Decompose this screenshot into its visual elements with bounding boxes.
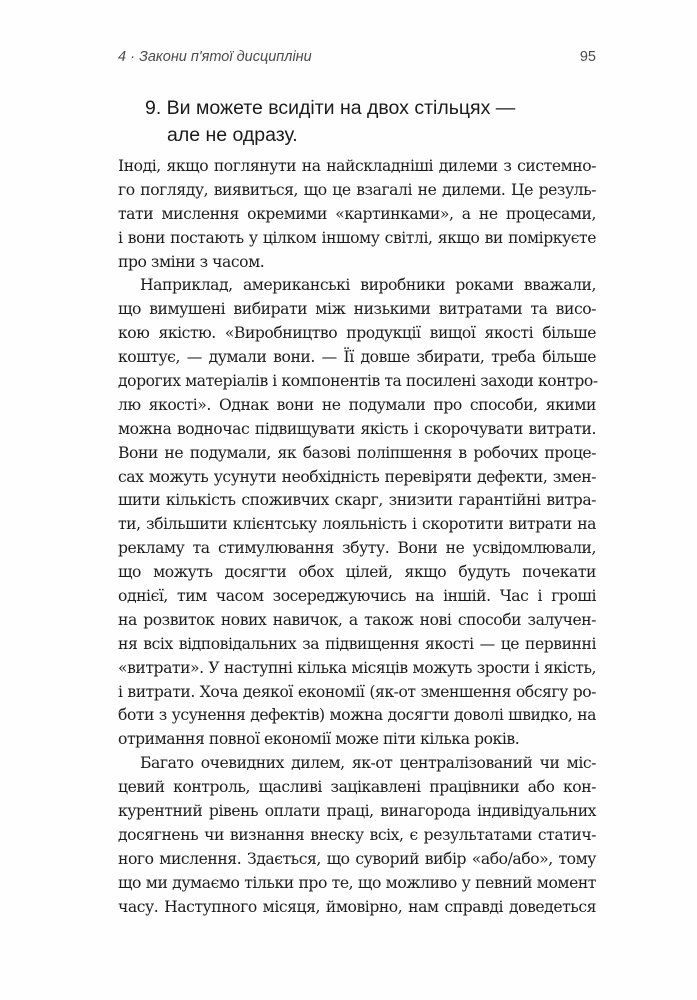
text-line: ного мислення. Здається, що суворий вибір «або/або», тому (118, 849, 596, 868)
text-line: Вони не подумали, як базові поліпшення в робочих проце- (118, 443, 596, 462)
text-line: часу. Наступного місяця, ймовірно, нам справді доведеться (118, 897, 596, 916)
chapter-title: 4 · Закони п'ятої дисципліни (118, 49, 312, 65)
text-line: коштує, — думали вони. — Її довше збирати, треба більше (118, 348, 596, 367)
text-line: і витрати. Хоча деякої економії (як-от зменшення обсягу ро- (118, 682, 596, 701)
text-line: боти з усунення дефектів) можна досягти доволі швидко, на (118, 706, 596, 725)
text-line: однієї, тим часом зосереджуючись на іншій. Час і гроші (118, 587, 596, 606)
text-line: «витрати». У наступні кілька місяців можуть зрости і якість, (118, 658, 596, 677)
text-line: що можуть досягти обох цілей, якщо будуть почекати (118, 563, 596, 582)
paragraph (118, 752, 596, 919)
paragraph (118, 155, 596, 274)
text-line: ти, збільшити клієнтську лояльність і скоротити витрати на (118, 515, 596, 534)
text-line: лю якості». Однак вони не подумали про способи, якими (118, 395, 596, 414)
text-line: шити кількість споживчих скарг, знизити гарантійні витра- (118, 491, 596, 510)
page-number: 95 (579, 49, 596, 65)
text-line: отримання повної економії може піти кілька років. (118, 730, 520, 749)
text-line: і вони постають у цілком іншому світлі, якщо ви поміркуєте (118, 228, 596, 247)
text-line: що вимушені вибирати між низькими витратами та висо- (118, 300, 596, 319)
text-line: Іноді, якщо поглянути на найскладніші дилеми з системно- (118, 157, 596, 175)
body-text (118, 155, 596, 920)
running-head (118, 49, 596, 71)
text-line: Наприклад, американські виробники роками вважали, (140, 276, 596, 295)
text-line: дорогих матеріалів і компонентів та посилені заходи контро- (118, 372, 598, 391)
text-line: ня всіх відповідальних за підвищення якості — це первинні (118, 634, 596, 653)
paragraph (118, 274, 596, 752)
text-line: Багато очевидних дилем, як-от централізований чи міс- (140, 754, 596, 773)
section-heading (145, 95, 585, 149)
text-line: можна водночас підвищувати якість і скорочувати витрати. (118, 419, 596, 438)
text-line: кою якістю. «Виробництво продукції вищої якості більше (118, 324, 596, 343)
text-line: курентний рівень оплати праці, винагорода індивідуальних (118, 802, 596, 821)
text-line: тати мислення окремими «картинками», а не процесами, (118, 204, 596, 223)
text-line: сах можуть усунути необхідність перевіряти дефекти, змен- (118, 467, 596, 486)
section-heading-line-2: але не одразу. (167, 124, 298, 146)
text-line: цевий контроль, щасливі зацікавлені працівники або кон- (118, 778, 596, 797)
text-line: що ми думаємо тільки про те, що можливо у певний момент (118, 873, 596, 892)
text-line: рекламу та стимулювання збуту. Вони не усвідомлювали, (118, 539, 596, 558)
text-line: досягнень чи визнання внеску всіх, є результатами статич- (118, 825, 596, 844)
text-line: про зміни з часом. (118, 252, 265, 271)
section-heading-line-1: 9. Ви можете всидіти на двох стільцях — (145, 97, 516, 119)
text-line: на розвиток нових навичок, а також нові способи залучен- (118, 610, 596, 629)
text-line: го погляду, виявиться, що це взагалі не дилеми. Це резуль- (118, 180, 596, 199)
